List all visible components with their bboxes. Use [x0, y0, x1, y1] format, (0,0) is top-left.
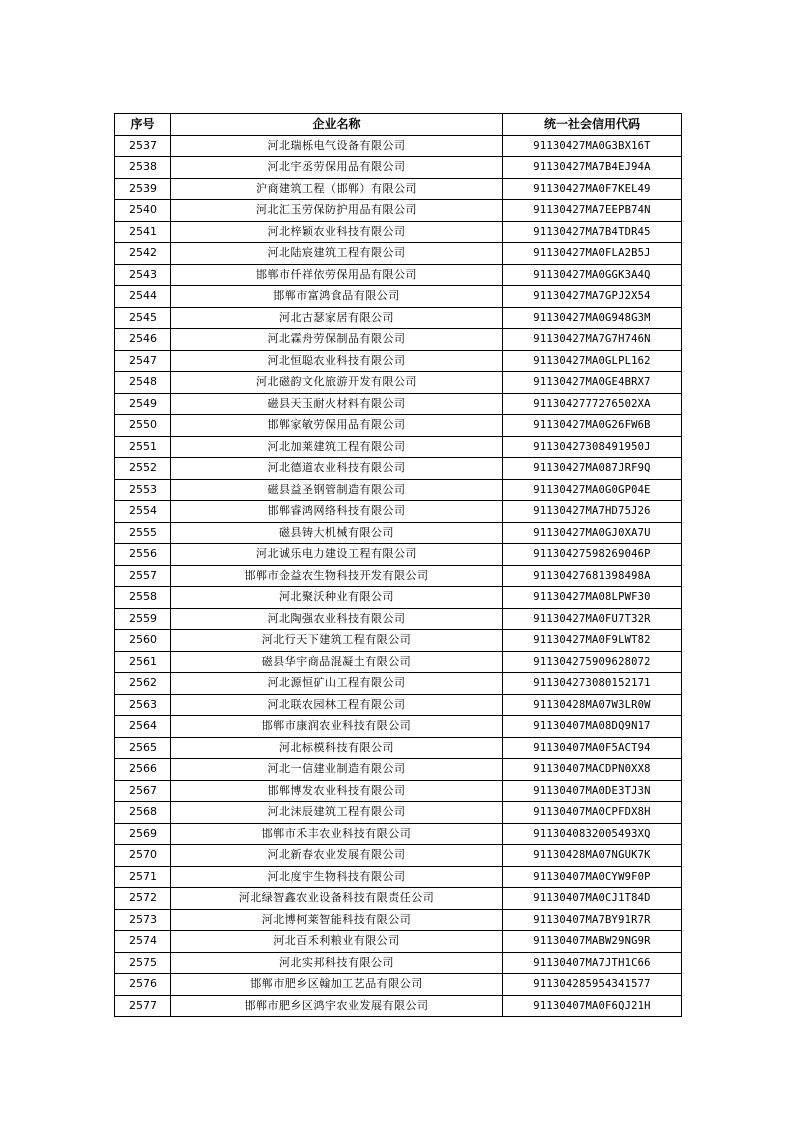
cell-seq: 2557: [115, 565, 171, 587]
cell-seq: 2558: [115, 587, 171, 609]
cell-seq: 2572: [115, 888, 171, 910]
cell-company-name: 河北行天下建筑工程有限公司: [171, 630, 503, 652]
table-row: [115, 845, 682, 867]
cell-company-name: 邯郸市康润农业科技有限公司: [171, 716, 503, 738]
cell-credit-code: 91130428MA07W3LR0W: [503, 694, 682, 716]
table-row: [115, 501, 682, 523]
cell-credit-code: 91130407MA7JTH1C66: [503, 952, 682, 974]
cell-company-name: 河北陶强农业科技有限公司: [171, 608, 503, 630]
table-row: [115, 587, 682, 609]
cell-company-name: 河北霖舟劳保制品有限公司: [171, 329, 503, 351]
table-row: [115, 909, 682, 931]
cell-company-name: 沪商建筑工程（邯郸）有限公司: [171, 178, 503, 200]
cell-company-name: 磁县华宇商品混凝土有限公司: [171, 651, 503, 673]
table-row: [115, 759, 682, 781]
table-row: [115, 415, 682, 437]
cell-company-name: 邯郸博发农业科技有限公司: [171, 780, 503, 802]
cell-company-name: 河北梓颖农业科技有限公司: [171, 221, 503, 243]
cell-company-name: 磁县天玉耐火材料有限公司: [171, 393, 503, 415]
table-row: [115, 286, 682, 308]
cell-seq: 2576: [115, 974, 171, 996]
table-row: [115, 651, 682, 673]
cell-credit-code: 9113040832005493XQ: [503, 823, 682, 845]
cell-credit-code: 91130407MA08DQ9N17: [503, 716, 682, 738]
cell-seq: 2543: [115, 264, 171, 286]
cell-credit-code: 91130427MA0FU7T32R: [503, 608, 682, 630]
table-row: [115, 952, 682, 974]
cell-seq: 2565: [115, 737, 171, 759]
cell-company-name: 河北沫辰建筑工程有限公司: [171, 802, 503, 824]
cell-company-name: 河北德道农业科技有限公司: [171, 458, 503, 480]
cell-company-name: 河北源恒矿山工程有限公司: [171, 673, 503, 695]
table-row: [115, 544, 682, 566]
cell-credit-code: 91130407MABW29NG9R: [503, 931, 682, 953]
cell-seq: 2537: [115, 135, 171, 157]
cell-seq: 2563: [115, 694, 171, 716]
table-row: [115, 157, 682, 179]
cell-credit-code: 91130427MA0G948G3M: [503, 307, 682, 329]
cell-seq: 2570: [115, 845, 171, 867]
cell-company-name: 邯郸家敏劳保用品有限公司: [171, 415, 503, 437]
cell-seq: 2554: [115, 501, 171, 523]
table-row: [115, 974, 682, 996]
cell-company-name: 河北瑞栎电气设备有限公司: [171, 135, 503, 157]
cell-seq: 2540: [115, 200, 171, 222]
table-row: [115, 522, 682, 544]
table-row: [115, 243, 682, 265]
cell-seq: 2550: [115, 415, 171, 437]
cell-seq: 2548: [115, 372, 171, 394]
cell-credit-code: 91130427MA0GGK3A4Q: [503, 264, 682, 286]
cell-credit-code: 911304285954341577: [503, 974, 682, 996]
cell-credit-code: 91130427MA7GPJ2X54: [503, 286, 682, 308]
cell-credit-code: 91130427MA0G0GP04E: [503, 479, 682, 501]
table-row: [115, 350, 682, 372]
cell-credit-code: 91130427MA0F9LWT82: [503, 630, 682, 652]
cell-credit-code: 91130427MA0G3BX16T: [503, 135, 682, 157]
cell-credit-code: 91130427MA0F7KEL49: [503, 178, 682, 200]
table-row: [115, 221, 682, 243]
cell-credit-code: 91130427MA0G26FW6B: [503, 415, 682, 437]
cell-credit-code: 91130407MA7BY91R7R: [503, 909, 682, 931]
cell-credit-code: 91130427MA7B4EJ94A: [503, 157, 682, 179]
table-row: [115, 716, 682, 738]
cell-seq: 2574: [115, 931, 171, 953]
cell-company-name: 河北博柯莱智能科技有限公司: [171, 909, 503, 931]
table-row: [115, 264, 682, 286]
cell-credit-code: 91130427MA0GJ0XA7U: [503, 522, 682, 544]
table-row: [115, 694, 682, 716]
cell-seq: 2562: [115, 673, 171, 695]
cell-credit-code: 91130427308491950J: [503, 436, 682, 458]
cell-credit-code: 91130427MA0FLA2B5J: [503, 243, 682, 265]
cell-seq: 2546: [115, 329, 171, 351]
cell-seq: 2552: [115, 458, 171, 480]
table-row: [115, 888, 682, 910]
cell-company-name: 河北磁韵文化旅游开发有限公司: [171, 372, 503, 394]
table-row: [115, 823, 682, 845]
table-row: [115, 200, 682, 222]
header-row: [115, 114, 682, 136]
cell-seq: 2567: [115, 780, 171, 802]
cell-credit-code: 91130427598269046P: [503, 544, 682, 566]
cell-company-name: 河北恒聪农业科技有限公司: [171, 350, 503, 372]
cell-seq: 2569: [115, 823, 171, 845]
cell-seq: 2544: [115, 286, 171, 308]
table-row: [115, 866, 682, 888]
cell-seq: 2538: [115, 157, 171, 179]
table-row: [115, 780, 682, 802]
table-row: [115, 178, 682, 200]
cell-seq: 2545: [115, 307, 171, 329]
cell-company-name: 河北加莱建筑工程有限公司: [171, 436, 503, 458]
cell-seq: 2564: [115, 716, 171, 738]
cell-company-name: 河北绿智鑫农业设备科技有限责任公司: [171, 888, 503, 910]
cell-company-name: 河北古瑟家居有限公司: [171, 307, 503, 329]
cell-credit-code: 91130407MACDPN0XX8: [503, 759, 682, 781]
table-row: [115, 737, 682, 759]
cell-company-name: 磁县益圣钢管制造有限公司: [171, 479, 503, 501]
cell-seq: 2561: [115, 651, 171, 673]
table-row: [115, 458, 682, 480]
table-row: [115, 479, 682, 501]
cell-credit-code: 91130427MA7B4TDR45: [503, 221, 682, 243]
cell-company-name: 河北聚沃种业有限公司: [171, 587, 503, 609]
cell-company-name: 邯郸市肥乡区鸿宇农业发展有限公司: [171, 995, 503, 1017]
cell-company-name: 河北标模科技有限公司: [171, 737, 503, 759]
cell-credit-code: 911304275909628072: [503, 651, 682, 673]
table-row: [115, 372, 682, 394]
table-row: [115, 931, 682, 953]
cell-credit-code: 91130407MA0CYW9F0P: [503, 866, 682, 888]
cell-company-name: 河北诚乐电力建设工程有限公司: [171, 544, 503, 566]
cell-credit-code: 91130407MA0DE3TJ3N: [503, 780, 682, 802]
cell-seq: 2549: [115, 393, 171, 415]
cell-company-name: 邯郸市仟祥依劳保用品有限公司: [171, 264, 503, 286]
cell-seq: 2551: [115, 436, 171, 458]
cell-seq: 2553: [115, 479, 171, 501]
table-row: [115, 393, 682, 415]
table-row: [115, 565, 682, 587]
cell-seq: 2560: [115, 630, 171, 652]
cell-credit-code: 91130428MA07NGUK7K: [503, 845, 682, 867]
cell-company-name: 河北汇玉劳保防护用品有限公司: [171, 200, 503, 222]
cell-seq: 2577: [115, 995, 171, 1017]
cell-company-name: 河北实邦科技有限公司: [171, 952, 503, 974]
cell-seq: 2559: [115, 608, 171, 630]
cell-company-name: 邯郸市金益农生物科技开发有限公司: [171, 565, 503, 587]
cell-company-name: 河北联农园林工程有限公司: [171, 694, 503, 716]
cell-company-name: 邯郸市禾丰农业科技有限公司: [171, 823, 503, 845]
table-row: [115, 135, 682, 157]
cell-credit-code: 91130427681398498A: [503, 565, 682, 587]
cell-company-name: 河北一信建业制造有限公司: [171, 759, 503, 781]
cell-seq: 2547: [115, 350, 171, 372]
cell-company-name: 河北度宇生物科技有限公司: [171, 866, 503, 888]
cell-credit-code: 91130427MA7HD75J26: [503, 501, 682, 523]
cell-credit-code: 91130407MA0CPFDX8H: [503, 802, 682, 824]
table-row: [115, 673, 682, 695]
header-code: 统一社会信用代码: [503, 114, 682, 136]
cell-seq: 2555: [115, 522, 171, 544]
cell-seq: 2542: [115, 243, 171, 265]
table-row: [115, 995, 682, 1017]
cell-company-name: 磁县铸大机械有限公司: [171, 522, 503, 544]
cell-credit-code: 91130427MA7G7H746N: [503, 329, 682, 351]
cell-credit-code: 91130427MA7EEPB74N: [503, 200, 682, 222]
cell-company-name: 邯郸睿鸿网络科技有限公司: [171, 501, 503, 523]
cell-credit-code: 91130427MA08LPWF30: [503, 587, 682, 609]
cell-credit-code: 91130407MA0F6QJ21H: [503, 995, 682, 1017]
cell-company-name: 河北宇丞劳保用品有限公司: [171, 157, 503, 179]
table-row: [115, 307, 682, 329]
cell-company-name: 邯郸市肥乡区翰加工艺品有限公司: [171, 974, 503, 996]
header-seq: 序号: [115, 114, 171, 136]
cell-company-name: 邯郸市富鸿食品有限公司: [171, 286, 503, 308]
header-name: 企业名称: [171, 114, 503, 136]
cell-seq: 2539: [115, 178, 171, 200]
table-body: [115, 135, 682, 1017]
cell-credit-code: 91130427MA0GLPL162: [503, 350, 682, 372]
cell-credit-code: 911304273080152171: [503, 673, 682, 695]
cell-credit-code: 91130427MA0GE4BRX7: [503, 372, 682, 394]
cell-credit-code: 91130407MA0CJ1T84D: [503, 888, 682, 910]
cell-credit-code: 9113042777276502XA: [503, 393, 682, 415]
cell-seq: 2556: [115, 544, 171, 566]
enterprise-table: [114, 113, 682, 1017]
cell-company-name: 河北百禾利粮业有限公司: [171, 931, 503, 953]
cell-seq: 2541: [115, 221, 171, 243]
cell-company-name: 河北新春农业发展有限公司: [171, 845, 503, 867]
cell-credit-code: 91130427MA087JRF9Q: [503, 458, 682, 480]
cell-seq: 2566: [115, 759, 171, 781]
table-row: [115, 436, 682, 458]
table-row: [115, 802, 682, 824]
cell-credit-code: 91130407MA0F5ACT94: [503, 737, 682, 759]
cell-seq: 2575: [115, 952, 171, 974]
table-row: [115, 630, 682, 652]
cell-company-name: 河北陆宸建筑工程有限公司: [171, 243, 503, 265]
cell-seq: 2573: [115, 909, 171, 931]
cell-seq: 2568: [115, 802, 171, 824]
table-row: [115, 608, 682, 630]
table-row: [115, 329, 682, 351]
cell-seq: 2571: [115, 866, 171, 888]
